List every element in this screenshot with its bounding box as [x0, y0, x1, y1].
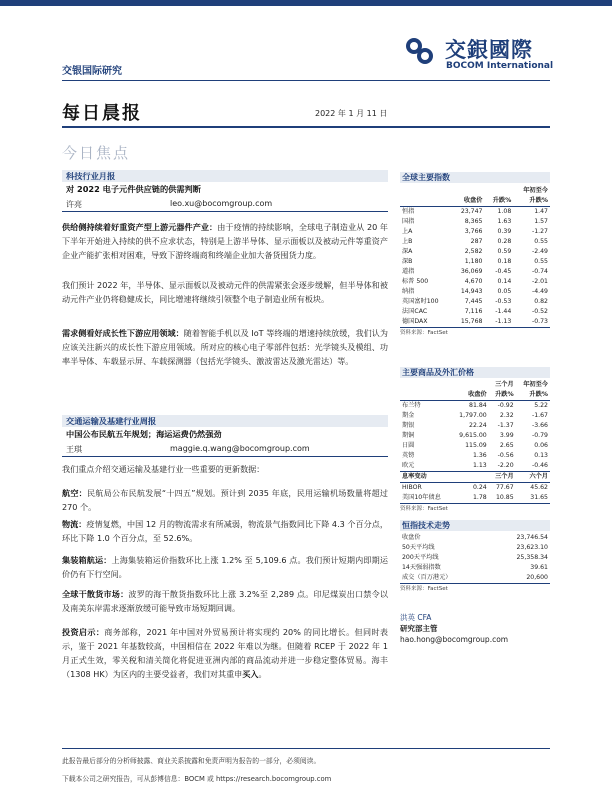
report2-intro: 我们重点介绍交通运输及基建行业一些重要的更新数据：	[62, 464, 265, 474]
indices-cell: 道指	[402, 268, 415, 275]
indices-cell: 0.39	[497, 228, 512, 235]
analyst-name: 洪英	[400, 613, 415, 622]
indices-cell: 国指	[402, 218, 415, 225]
commodities-cell: -3.66	[531, 422, 548, 429]
indices-cell: 深B	[402, 258, 413, 265]
indices-cell: 0.14	[497, 278, 512, 285]
indices-row	[400, 247, 550, 257]
commodities-row	[400, 451, 550, 461]
indices-cell: -2.01	[531, 278, 548, 285]
report1-headline: 对 2022 电子元件供应链的供需判断	[66, 184, 201, 194]
commodities-row	[400, 401, 550, 412]
indices-cell: 0.59	[497, 248, 512, 255]
commodities-table	[400, 380, 550, 504]
report2-headline: 中国公布民航五年规划；海运运费仍然强劲	[66, 429, 222, 439]
report1-para1	[62, 220, 388, 262]
analyst-email[interactable]: hao.hong@bocomgroup.com	[400, 635, 509, 644]
indices-cell: 0.55	[534, 238, 548, 245]
rates-cell: HIBOR	[402, 484, 422, 491]
indices-cell: 英国富时100	[402, 298, 439, 305]
commodities-cell: 日圆	[402, 442, 415, 449]
footer-download: 下载本公司之研究报告，可从彭博信息：BOCM 或 https://research.bocomgroup.com	[62, 775, 332, 783]
commodities-cell: 布兰特	[402, 402, 421, 409]
hsi-row	[400, 533, 550, 543]
indices-cell: 1.08	[497, 208, 512, 215]
indices-source: 资料来源：FactSet	[400, 330, 448, 336]
indices-cell: 2,582	[464, 248, 483, 255]
rates-col-6m: 六个月	[516, 472, 550, 483]
hsi-cell: 20,600	[490, 573, 550, 584]
report1-p1-text: 由于疫情的持续影响，全球电子制造业从 20 年下半年开始进入持续的供不应求状态，特别是上游半导体、显示面板以及被动元件等重资产企业产能扩张相对困难，导致下游终端商和终端企业加大备货囤货力度。	[62, 222, 388, 260]
commodities-cell: 3.99	[499, 432, 514, 439]
report2-p2-text: 疫情复燃，中国 12 月的物流需求有所减弱，物流景气指数同比下降 4.3 个百分点，环比下降 1.0 个百分点，至 52.6%。	[62, 519, 388, 543]
commodities-cell: 2.32	[499, 412, 514, 419]
indices-cell: 0.82	[534, 298, 548, 305]
report2-p3-lead: 集装箱航运：	[62, 555, 112, 565]
commodities-col-3m-top: 三个月	[495, 381, 514, 388]
indices-cell: 深A	[402, 248, 413, 255]
indices-cell: 0.18	[497, 258, 512, 265]
commodities-cell: 1.36	[472, 452, 487, 459]
report2-p4-text-b: 。印尼煤炭出口禁令以及南美东岸需求逐渐放缓可能导致市场短期回调。	[62, 589, 388, 613]
indices-cell: 7,116	[464, 308, 483, 315]
indices-row	[400, 217, 550, 227]
commodities-cell: -1.67	[531, 412, 548, 419]
indices-title: 全球主要指数	[400, 172, 550, 183]
report2-p4-lead: 全球干散货市场：	[62, 589, 129, 599]
commodities-cell: -0.92	[497, 402, 514, 409]
indices-row	[400, 287, 550, 297]
analyst-name-row	[400, 612, 550, 623]
commodities-row	[400, 441, 550, 451]
report1-email[interactable]: leo.xu@bocomgroup.com	[170, 199, 273, 208]
hsi-cell: 23,623.10	[516, 544, 548, 551]
indices-cell: 上A	[402, 228, 413, 235]
indices-cell: 36,069	[460, 268, 483, 275]
commodities-cell: 81.84	[469, 402, 487, 409]
indices-cell: 0.55	[534, 258, 548, 265]
commodities-cell: 9,615.00	[459, 432, 487, 439]
report1-para2: 我们预计 2022 年，半导体、显示面板以及被动元件的供需紧张会逐步缓解，但半导体和被动元件产业仍将稳健成长，同比增速将继续引领整个电子制造业所有板块。	[62, 280, 388, 304]
commodities-cell: -1.37	[497, 422, 514, 429]
commodities-cell: -2.20	[489, 461, 516, 472]
hsi-cell: 收盘价	[402, 534, 421, 541]
indices-cell: 7,445	[464, 298, 483, 305]
indices-cell: 4,670	[464, 278, 483, 285]
report2-para-aviation	[62, 486, 388, 514]
commodities-col-chg: 升跌%	[489, 390, 516, 401]
indices-cell: 1.47	[534, 208, 548, 215]
indices-cell: 上B	[402, 238, 413, 245]
commodities-row	[400, 421, 550, 431]
indices-cell: -1.44	[495, 308, 512, 315]
department: 交银国际研究	[62, 66, 122, 77]
indices-head-row-top	[400, 186, 550, 196]
indices-cell: 3,766	[464, 228, 483, 235]
commodities-body	[400, 401, 550, 472]
indices-cell: 纳指	[402, 288, 415, 295]
report2-para-investment	[62, 625, 388, 681]
commodities-cell: 欧元	[400, 461, 451, 472]
rates-row	[400, 493, 550, 504]
indices-cell: -0.74	[531, 268, 548, 275]
report2-email[interactable]: maggie.q.wang@bocomgroup.com	[170, 444, 310, 453]
rates-cell: 1.78	[451, 493, 489, 504]
indices-cell: 恒指	[402, 208, 415, 215]
indices-cell: 15,768	[452, 317, 485, 328]
page-title: 每日晨报	[62, 103, 142, 124]
hsi-body	[400, 533, 550, 584]
indices-row	[400, 277, 550, 287]
report1-para3	[62, 326, 388, 368]
rates-cell: 31.65	[516, 493, 550, 504]
report2-p4-text-a: 波罗的海干散货指数环比上涨 3.2%至 2,289 点	[128, 589, 306, 599]
commodities-title: 主要商品及外汇价格	[400, 367, 550, 378]
report1-p3-lead: 需求侧看好成长性下游应用领域：	[62, 328, 184, 338]
header-divider	[62, 80, 550, 81]
indices-cell: 德国DAX	[400, 317, 452, 328]
commodities-source: 资料来源：FactSet	[400, 506, 448, 512]
indices-head-row	[400, 196, 550, 207]
commodities-head-row-top	[400, 380, 550, 390]
rates-col-3m: 三个月	[489, 472, 516, 483]
report-date: 2022 年 1 月 11 日	[315, 109, 388, 118]
commodities-cell: 115.09	[465, 442, 487, 449]
commodities-cell: -0.56	[497, 452, 514, 459]
indices-row	[400, 307, 550, 317]
report2-para-logistics	[62, 517, 388, 545]
commodities-cell: -0.46	[516, 461, 550, 472]
indices-cell: 0.05	[497, 288, 512, 295]
rates-cell: 45.62	[530, 484, 548, 491]
indices-cell: -1.27	[531, 228, 548, 235]
report2-p5-lead: 投资启示：	[62, 627, 105, 637]
hsi-row	[400, 563, 550, 573]
report2-p1-text: 民航局公布民航发展“十四五”规划。预计到 2035 年底，民用运输机场数量将超过 270 个。	[62, 488, 388, 512]
report2-author: 王琪	[66, 445, 82, 454]
indices-col-ytd: 升跌%	[513, 196, 550, 207]
hsi-row	[400, 573, 550, 584]
section-title: 今日焦点	[62, 144, 131, 162]
report2-author-row	[62, 444, 388, 457]
footer-divider	[62, 748, 550, 749]
footer-disclaimer: 此报告最后部分的分析师披露、商业关系披露和免责声明为报告的一部分，必须阅读。	[62, 757, 321, 765]
rates-cell: 77.67	[495, 484, 514, 491]
commodities-head-row	[400, 390, 550, 401]
indices-col-close: 收盘价	[452, 196, 485, 207]
indices-cell: -0.45	[495, 268, 512, 275]
report2-p5-text: 商务部称，2021 年中国对外贸易预计将实现约 20% 的同比增长。但同时表示，鉴于 2021 年基数较高，中国相信在 2022 年难以为继。但随着 RCEP 于 2022 年 1 月正式生效，零关税和清关简化将促进亚洲内部的商品流动并进一步稳定整体贸易。海丰（1308 HK）为区内的主要受益者，我们对其重申	[62, 627, 388, 679]
analyst-block	[400, 612, 550, 645]
report2-rating: 买入	[242, 669, 259, 679]
indices-row	[400, 207, 550, 218]
bocom-logo-icon	[403, 34, 437, 68]
indices-cell: 1,180	[464, 258, 483, 265]
report2-para-drybulk	[62, 587, 388, 615]
hsi-table-wrap	[400, 533, 550, 592]
indices-cell: 法国CAC	[402, 308, 428, 315]
indices-cell: 标普 500	[402, 278, 429, 285]
top-accent-bar	[0, 0, 612, 6]
rates-body	[400, 483, 550, 504]
report2-p5-end: 。	[258, 669, 267, 679]
hsi-title: 恒指技术走势	[400, 520, 550, 531]
report1-author-row	[62, 199, 388, 212]
report2-p2-lead: 物流：	[62, 519, 87, 529]
commodities-table-wrap	[400, 380, 550, 512]
indices-table	[400, 186, 550, 328]
rates-cell: 10.85	[489, 493, 516, 504]
commodities-row	[400, 411, 550, 421]
indices-cell: 0.28	[497, 238, 512, 245]
indices-cell: 287	[470, 238, 483, 245]
rates-cell: 美国10年债息	[400, 493, 451, 504]
commodities-cell: 英镑	[402, 452, 415, 459]
indices-cell: 8,365	[464, 218, 483, 225]
hsi-row	[400, 553, 550, 563]
commodities-cell: 0.13	[534, 452, 548, 459]
analyst-title: 研究部主管	[400, 624, 438, 633]
indices-col-chg: 升跌%	[484, 196, 513, 207]
rates-row	[400, 483, 550, 494]
commodities-row	[400, 431, 550, 441]
hsi-cell: 成交（百万港元）	[400, 573, 490, 584]
rates-head: 息率变动	[400, 472, 451, 483]
commodities-cell: 2.65	[499, 442, 514, 449]
indices-row	[400, 227, 550, 237]
title-divider	[62, 126, 550, 128]
indices-cell: -0.73	[513, 317, 550, 328]
analyst-cert: CFA	[417, 613, 432, 622]
indices-cell: 23,747	[460, 208, 483, 215]
indices-col-ytd-top: 年初至今	[523, 187, 548, 194]
commodities-cell: -0.79	[531, 432, 548, 439]
hsi-cell: 200天平均线	[402, 554, 439, 561]
report1-p3-text: 随着智能手机以及 IoT 等终端的增速持续放缓，我们认为应该关注新兴的成长性下游应用领域。所对应的核心电子零部件包括：光学镜头及模组、功率半导体、车载显示屏、车载探测器（包括光学镜头、激波雷达及激光雷达）等。	[62, 328, 388, 366]
indices-table-wrap	[400, 186, 550, 336]
brand-name-en: BOCOM International	[446, 61, 554, 71]
commodities-col-ytd-top: 年初至今	[523, 381, 548, 388]
indices-cell: -4.49	[531, 288, 548, 295]
commodities-col-ytd: 升跌%	[516, 390, 550, 401]
hsi-row	[400, 543, 550, 553]
report2-para-container	[62, 553, 388, 581]
hsi-source: 资料来源：FactSet	[400, 586, 448, 592]
indices-row	[400, 297, 550, 307]
indices-cell: 1.57	[534, 218, 548, 225]
commodities-cell: 0.06	[534, 442, 548, 449]
hsi-cell: 50天平均线	[402, 544, 435, 551]
report2-category: 交通运输及基建行业周报	[62, 415, 388, 427]
report1-category: 科技行业月报	[62, 170, 388, 182]
report1-author: 许亮	[66, 200, 82, 209]
commodities-row	[400, 461, 550, 472]
report2-p1-lead: 航空：	[62, 488, 87, 498]
brand-logo	[403, 32, 593, 78]
commodities-cell: 5.22	[534, 402, 548, 409]
indices-row	[400, 317, 550, 328]
indices-row	[400, 237, 550, 247]
indices-cell: -0.52	[531, 308, 548, 315]
commodities-cell: 1.13	[451, 461, 489, 472]
commodities-cell: 期金	[402, 412, 415, 419]
indices-cell: -2.49	[531, 248, 548, 255]
commodities-cell: 期银	[402, 422, 415, 429]
indices-row	[400, 257, 550, 267]
indices-row	[400, 267, 550, 277]
indices-cell: 14,943	[460, 288, 483, 295]
report1-p1-lead: 供给侧持续着好重资产型上游元器件产业：	[62, 222, 218, 232]
commodities-col-close: 收盘价	[451, 390, 489, 401]
hsi-cell: 14天强弱指数	[402, 564, 441, 571]
commodities-cell: 1,797.00	[459, 412, 487, 419]
brand-name-cn: 交銀國際	[445, 38, 533, 62]
hsi-cell: 39.61	[530, 564, 548, 571]
hsi-table	[400, 533, 550, 584]
report2-p3-text: 上海集装箱运价指数环比上涨 1.2% 至 5,109.6 点。我们预计短期内即期运价仍有下行空间。	[62, 555, 388, 579]
rates-head-row	[400, 472, 550, 483]
indices-body	[400, 207, 550, 328]
indices-cell: -0.53	[495, 298, 512, 305]
commodities-cell: 期铜	[402, 432, 415, 439]
hsi-cell: 23,746.54	[516, 534, 548, 541]
rates-cell: 0.24	[472, 484, 487, 491]
commodities-cell: 22.24	[469, 422, 487, 429]
hsi-cell: 25,358.34	[516, 554, 548, 561]
indices-cell: -1.13	[484, 317, 513, 328]
indices-cell: 1.63	[497, 218, 512, 225]
